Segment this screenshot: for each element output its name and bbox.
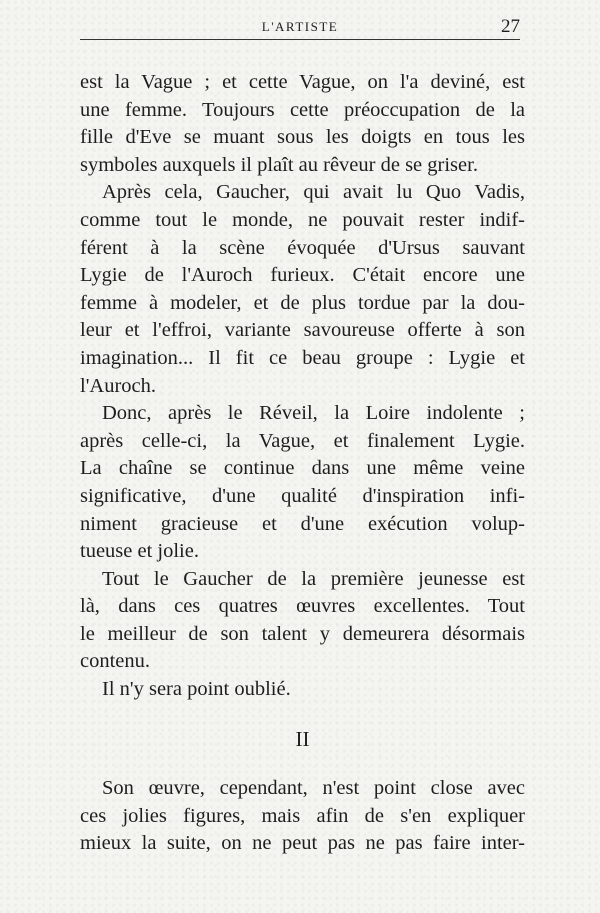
text-line: Donc, après le Réveil, la Loire indolente ; [102, 402, 525, 425]
text-line: tueuse et jolie. [80, 540, 199, 563]
section-number: II [295, 726, 310, 751]
text-line: femme à modeler, et de plus tordue par la dou- [80, 291, 525, 314]
text-line: le meilleur de son talent y demeurera désormais [80, 622, 525, 645]
text-line: est la Vague ; et cette Vague, on l'a deviné, est [80, 71, 525, 93]
text-line: symboles auxquels il plaît au rêveur de se griser. [80, 153, 478, 176]
text-line: là, dans ces quatres œuvres excellentes. Tout [80, 595, 525, 618]
text-line: contenu. [80, 650, 151, 673]
text-line: Son œuvre, cependant, n'est point close avec [102, 777, 525, 800]
text-line: une femme. Toujours cette préoccupation de la [80, 98, 525, 121]
text-line: niment gracieuse et d'une exécution volup- [80, 512, 525, 535]
header-rule [80, 39, 520, 40]
text-line: Il n'y sera point oublié. [102, 678, 291, 701]
page-number: 27 [501, 16, 520, 37]
text-line: imagination... Il fit ce beau groupe : Lygie et [80, 346, 525, 369]
text-line: férent à la scène évoquée d'Ursus sauvant [80, 236, 525, 259]
text-line: ces jolies figures, mais afin de s'en expliquer [80, 804, 525, 827]
section-gap [80, 704, 525, 726]
text-line: leur et l'effroi, variante savoureuse offerte à son [80, 319, 525, 342]
body-text [80, 69, 525, 858]
text-line: après celle-ci, la Vague, et finalement Lygie. [80, 429, 525, 452]
text-line: Tout le Gaucher de la première jeunesse est [102, 567, 525, 590]
text-line: Après cela, Gaucher, qui avait lu Quo Vadis, [102, 181, 525, 204]
text-line: fille d'Eve se muant sous les doigts en tous les [80, 126, 525, 149]
text-line: mieux la suite, on ne peut pas ne pas faire inter- [80, 832, 525, 855]
text-line: significative, d'une qualité d'inspiration infi- [80, 484, 525, 507]
text-line: l'Auroch. [80, 374, 156, 397]
section-gap [80, 753, 525, 775]
text-line: La chaîne se continue dans une même veine [80, 457, 525, 480]
text-line: Lygie de l'Auroch furieux. C'était encore une [80, 264, 525, 287]
running-title: L'ARTISTE [261, 19, 339, 34]
text-line: comme tout le monde, ne pouvait rester indif- [80, 208, 525, 231]
